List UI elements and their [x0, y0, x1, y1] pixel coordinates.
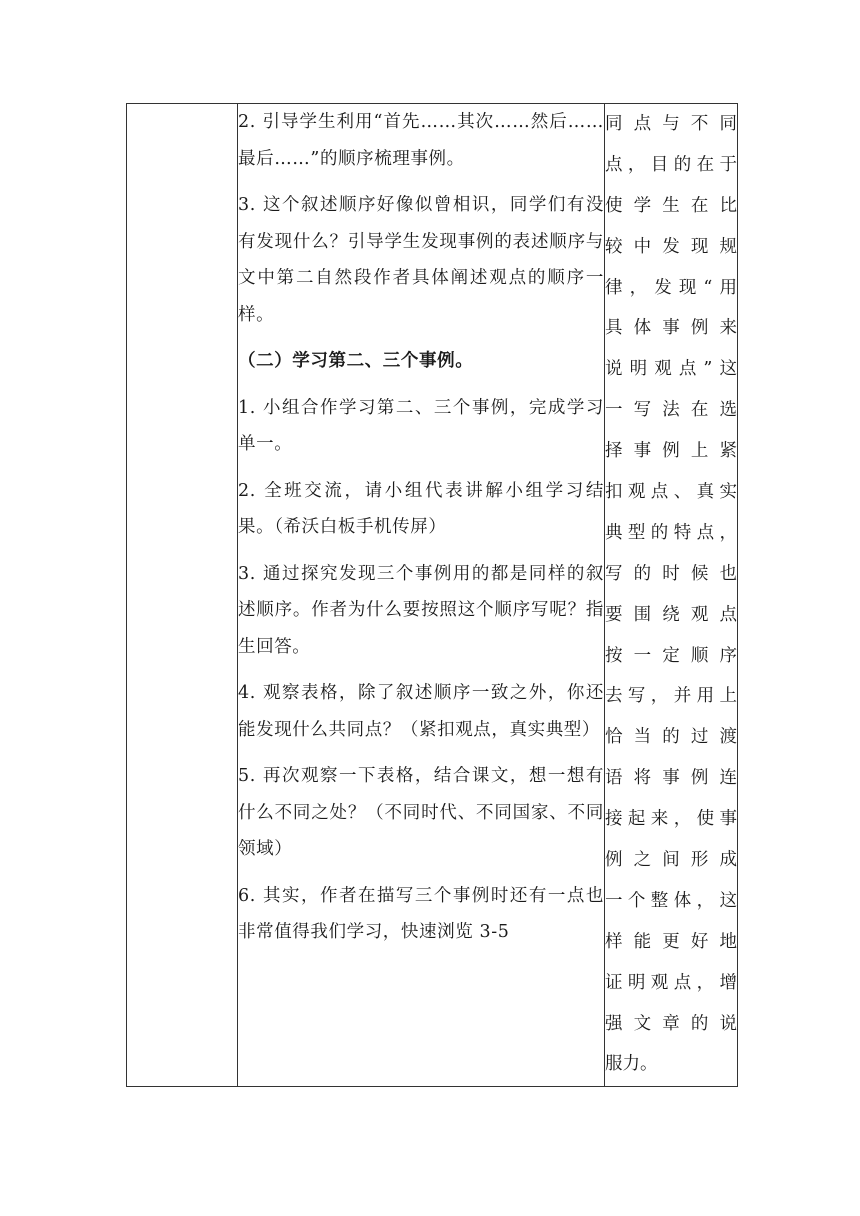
intent-line: 接起来，使事 — [605, 809, 737, 830]
teaching-process-cell — [238, 104, 605, 1087]
intent-line: 服力。 — [605, 1054, 658, 1075]
section-heading: （二）学习第二、三个事例。 — [238, 351, 474, 371]
intent-line: 去写，并用上 — [605, 686, 737, 707]
intent-line: 证明观点，增 — [605, 972, 737, 993]
intent-line: 一写法在选 — [605, 400, 737, 421]
left-column-cell — [127, 104, 238, 1087]
intent-line: 较中发现规 — [605, 236, 737, 257]
intent-line: 扣观点、真实 — [605, 482, 737, 503]
step-paragraph: 3. 通过探究发现三个事例用的都是同样的叙述顺序。作者为什么要按照这个顺序写呢？指生回答。 — [238, 563, 604, 657]
intent-line: 样能更好地 — [605, 931, 737, 952]
lesson-plan-table — [126, 103, 738, 1087]
step-paragraph: 6. 其实，作者在描写三个事例时还有一点也非常值得我们学习，快速浏览 3-5 — [238, 885, 604, 942]
table-row — [127, 104, 738, 1087]
intent-line: 择事例上紧 — [605, 441, 737, 462]
step-paragraph: 4. 观察表格，除了叙述顺序一致之外，你还能发现什么共同点？（紧扣观点，真实典型） — [238, 683, 604, 740]
intent-line: 使学生在比 — [605, 195, 737, 216]
intent-line: 语将事例连 — [605, 768, 737, 789]
step-paragraph: 3. 这个叙述顺序好像似曾相识，同学们有没有发现什么？引导学生发现事例的表述顺序与文中第二自然段作者具体阐述观点的顺序一样。 — [238, 195, 604, 325]
design-intent-cell — [605, 104, 738, 1087]
intent-line: 例之间形成 — [605, 850, 737, 871]
intent-line: 典型的特点， — [605, 522, 737, 543]
intent-line: 恰当的过渡 — [605, 727, 737, 748]
intent-line: 写的时候也 — [605, 563, 737, 584]
step-paragraph: 2. 全班交流，请小组代表讲解小组学习结果。（希沃白板手机传屏） — [238, 480, 604, 537]
intent-line: 要围绕观点 — [605, 604, 737, 625]
intent-line: 具体事例来 — [605, 318, 737, 339]
intent-line: 一个整体，这 — [605, 890, 737, 911]
step-paragraph: 2. 引导学生利用“首先……其次……然后……最后……”的顺序梳理事例。 — [238, 112, 604, 169]
step-paragraph: 1. 小组合作学习第二、三个事例，完成学习单一。 — [238, 397, 604, 454]
intent-line: 强文章的说 — [605, 1013, 737, 1034]
intent-line: 按一定顺序 — [605, 645, 737, 666]
step-paragraph: 5. 再次观察一下表格，结合课文，想一想有什么不同之处？（不同时代、不同国家、不同领域） — [238, 766, 604, 859]
intent-line: 点，目的在于 — [605, 154, 737, 175]
intent-line: 律，发现“用 — [605, 277, 737, 298]
intent-line: 说明观点”这 — [605, 359, 737, 380]
intent-line: 同点与不同 — [605, 114, 737, 134]
